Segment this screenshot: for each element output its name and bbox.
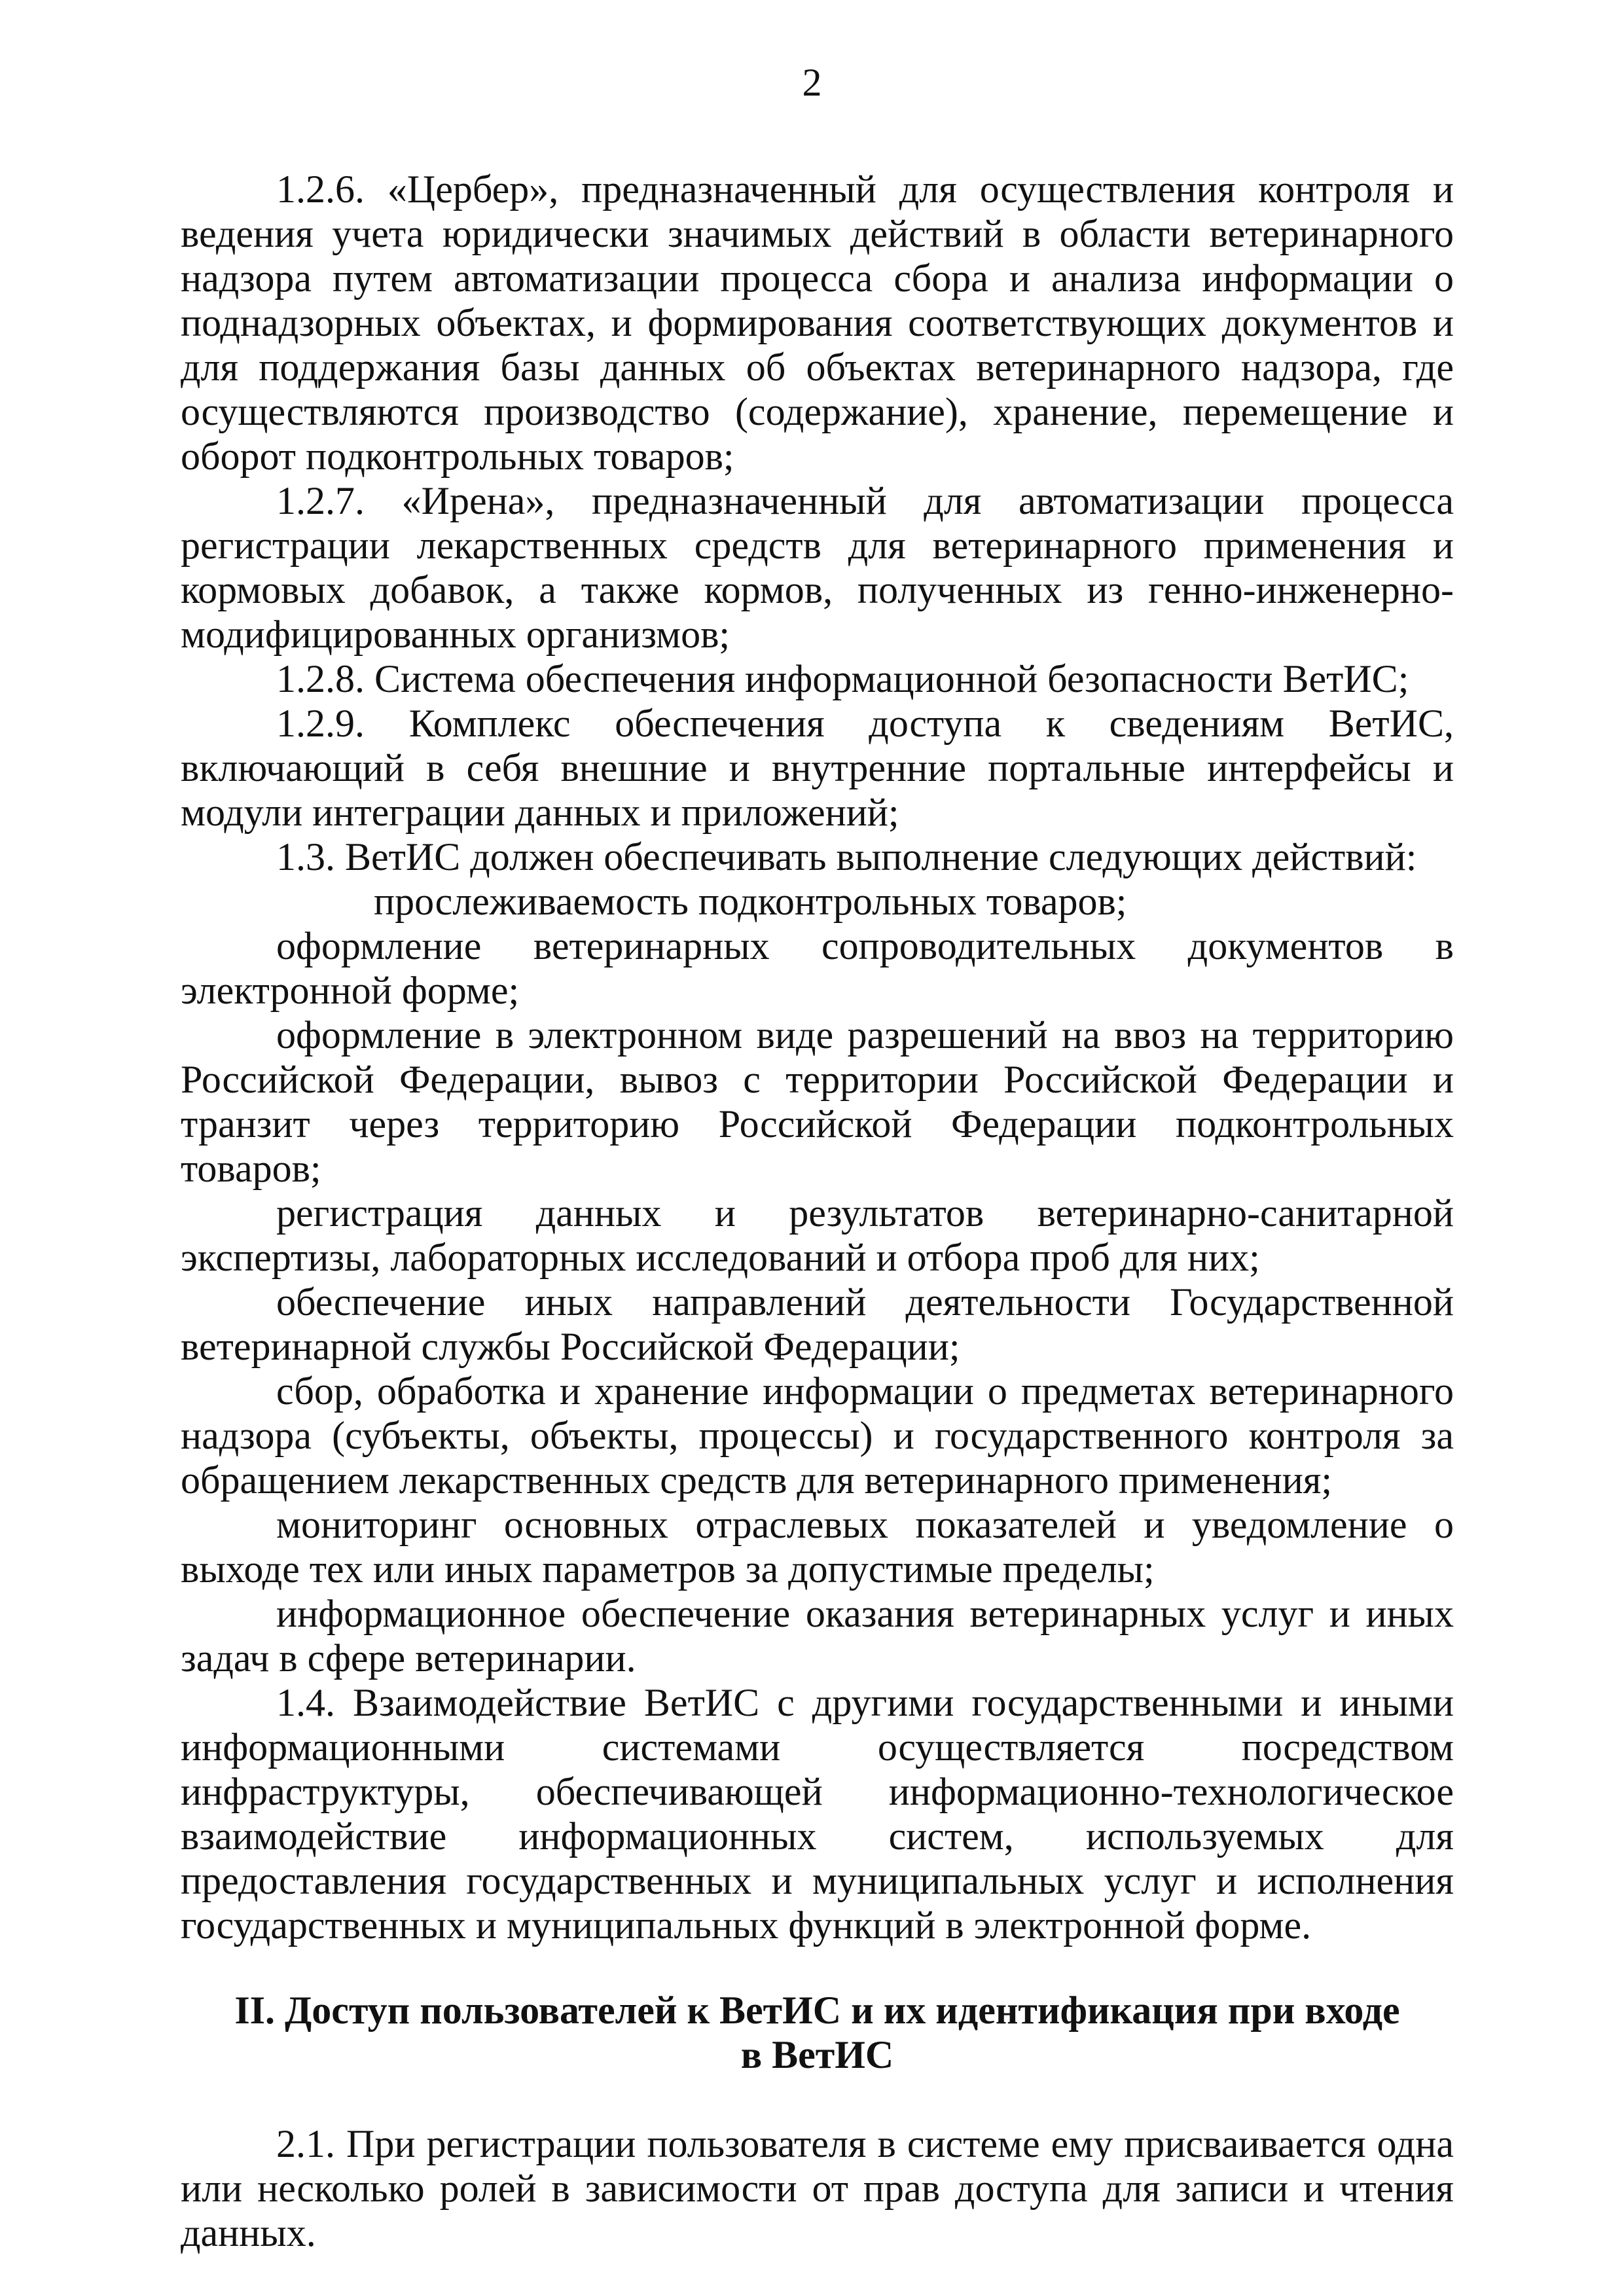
list-item-traceability: прослеживаемость подконтрольных товаров; bbox=[374, 880, 1127, 923]
list-item-monitoring: мониторинг основных отраслевых показателей и уведомление о выходе тех или иных параметров за допустимые пределы; bbox=[181, 1503, 1454, 1591]
list-item-permits: оформление в электронном виде разрешений на ввоз на территорию Российской Федерации, вывоз с территории Российской Федерации и транзит через территорию Российской Федерации подконтрольных товаров; bbox=[181, 1013, 1454, 1190]
list-item-info-support: информационное обеспечение оказания ветеринарных услуг и иных задач в сфере ветеринарии. bbox=[181, 1592, 1454, 1680]
list-item-registration-data: регистрация данных и результатов ветеринарно-санитарной экспертизы, лабораторных исследований и отбора проб для них; bbox=[181, 1191, 1454, 1279]
paragraph-1-4: 1.4. Взаимодействие ВетИС с другими государственными и иными информационными системами осуществляется посредством инфраструктуры, обеспечивающей информационно-технологическое взаимодействие информационных систем, используемых для предоставления государственных и муниципальных услуг и исполнения государственных и муниципальных функций в электронной форме. bbox=[181, 1681, 1454, 1947]
paragraph-1-2-7: 1.2.7. «Ирена», предназначенный для автоматизации процесса регистрации лекарственных средств для ветеринарного применения и кормовых добавок, а также кормов, полученных из генно-инженерно-модифицированных организмов; bbox=[181, 479, 1454, 656]
page-number: 2 bbox=[802, 61, 822, 104]
paragraph-1-2-8: 1.2.8. Система обеспечения информационной безопасности ВетИС; bbox=[276, 657, 1409, 700]
paragraph-2-1: 2.1. При регистрации пользователя в системе ему присваивается одна или несколько ролей в зависимости от прав доступа для записи и чтения данных. bbox=[181, 2122, 1454, 2254]
list-item-vet-documents: оформление ветеринарных сопроводительных документов в электронной форме; bbox=[181, 924, 1454, 1012]
list-item-info-collection: сбор, обработка и хранение информации о предметах ветеринарного надзора (субъекты, объекты, процессы) и государственного контроля за обращением лекарственных средств для ветеринарного применения; bbox=[181, 1369, 1454, 1502]
section-heading-line-2: в ВетИС bbox=[740, 2033, 894, 2076]
paragraph-1-2-6: 1.2.6. «Цербер», предназначенный для осуществления контроля и ведения учета юридически значимых действий в области ветеринарного надзора путем автоматизации процесса сбора и анализа информации о поднадзорных объектах, и формирования соответствующих документов и для поддержания базы данных об объектах ветеринарного надзора, где осуществляются производство (содержание), хранение, перемещение и оборот подконтрольных товаров; bbox=[181, 168, 1454, 478]
paragraph-1-2-9: 1.2.9. Комплекс обеспечения доступа к сведениям ВетИС, включающий в себя внешние и внутренние портальные интерфейсы и модули интеграции данных и приложений; bbox=[181, 702, 1454, 834]
section-heading bbox=[181, 1988, 1454, 2077]
document-body bbox=[181, 167, 1454, 2255]
list-item-other-directions: обеспечение иных направлений деятельности Государственной ветеринарной службы Российской Федерации; bbox=[181, 1280, 1454, 1368]
paragraph-1-3: 1.3. ВетИС должен обеспечивать выполнение следующих действий: bbox=[276, 835, 1417, 878]
section-heading-line-1: II. Доступ пользователей к ВетИС и их идентификация при входе bbox=[234, 1989, 1400, 2032]
